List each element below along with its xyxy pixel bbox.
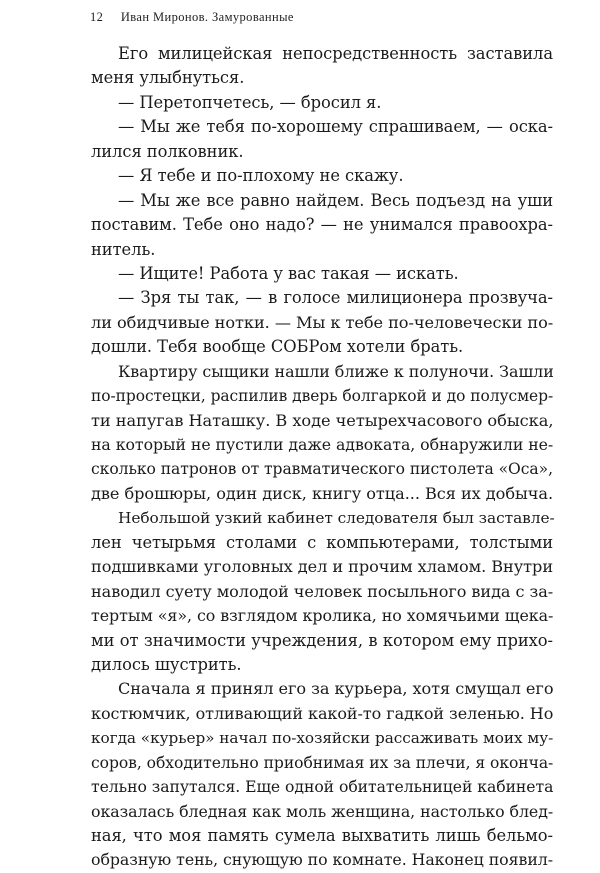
text-line: меня улыбнуться.	[91, 68, 245, 88]
text-line: поставим. Тебе оно надо? — не унимался правоохра-	[91, 215, 553, 235]
text-line: лился полковник.	[91, 141, 244, 161]
text-line: ти напугав Наташку. В ходе четырехчасового обыска,	[91, 410, 554, 430]
text-line: Сначала я принял его за курьера, хотя смущал его	[118, 679, 554, 699]
text-line: костюмчик, отливающий какой-то гадкой зеленью. Но	[91, 703, 554, 723]
text-line: соров, обходительно приобнимая их за плечи, я оконча-	[91, 753, 554, 772]
text-line: Его милицейская непосредственность заставила	[118, 44, 553, 63]
text-line: ми от значимости учреждения, в котором ему прихо-	[91, 630, 553, 650]
text-line: тельно запутался. Еще одной обитательницей кабинета	[91, 777, 554, 797]
body-text	[91, 42, 553, 873]
text-line: ли обидчивые нотки. — Мы к тебе по-человечески по-	[91, 312, 554, 332]
text-line: оказалась бледная как моль женщина, настолько блед-	[91, 801, 554, 821]
text-line: подшивками уголовных дел и прочим хламом. Внутри	[91, 557, 554, 577]
text-line: дошли. Тебя вообще СОБРом хотели брать.	[91, 337, 464, 357]
page-number: 12	[90, 10, 104, 24]
running-header	[90, 10, 294, 25]
text-line: — Перетопчетесь, — бросил я.	[118, 92, 382, 112]
text-line: лен четырьмя столами с компьютерами, толстыми	[91, 532, 553, 552]
text-line: дилось шустрить.	[91, 654, 242, 674]
text-line: — Я тебе и по-плохому не скажу.	[118, 166, 404, 186]
text-line: по-простецки, распилив дверь болгаркой и до полусмер-	[91, 387, 554, 406]
text-line: когда «курьер» начал по-хозяйски рассаживать моих му-	[91, 729, 554, 748]
text-line: — Мы же тебя по-хорошему спрашиваем, — оска-	[118, 117, 553, 137]
text-line: — Ищите! Работа у вас такая — искать.	[118, 263, 459, 283]
text-line: наводил суету молодой человек посыльного вида с за-	[91, 581, 554, 601]
text-line: тертым «я», со взглядом кролика, но хомячьими щека-	[91, 606, 554, 626]
text-line: две брошюры, один диск, книгу отца... Вся их добыча.	[91, 483, 554, 503]
text-line: образную тень, снующую по комнате. Наконец появил-	[91, 850, 554, 870]
text-line: сколько патронов от травматического пистолета «Оса»,	[91, 460, 553, 479]
text-line: Квартиру сыщики нашли ближе к полуночи. Зашли	[118, 361, 554, 381]
text-line: Небольшой узкий кабинет следователя был заставле-	[118, 509, 555, 528]
text-line: — Зря ты так, — в голосе милиционера прозвуча-	[118, 288, 553, 308]
text-line: — Мы же все равно найдем. Весь подъезд на уши	[118, 190, 553, 210]
text-line: ная, что моя память сумела выхватить лишь бельмо-	[91, 826, 553, 845]
running-title: Иван Миронов. Замурованные	[120, 10, 294, 24]
text-line: на который не пустили даже адвоката, обнаружили не-	[91, 435, 554, 454]
text-line: нитель.	[91, 239, 156, 259]
